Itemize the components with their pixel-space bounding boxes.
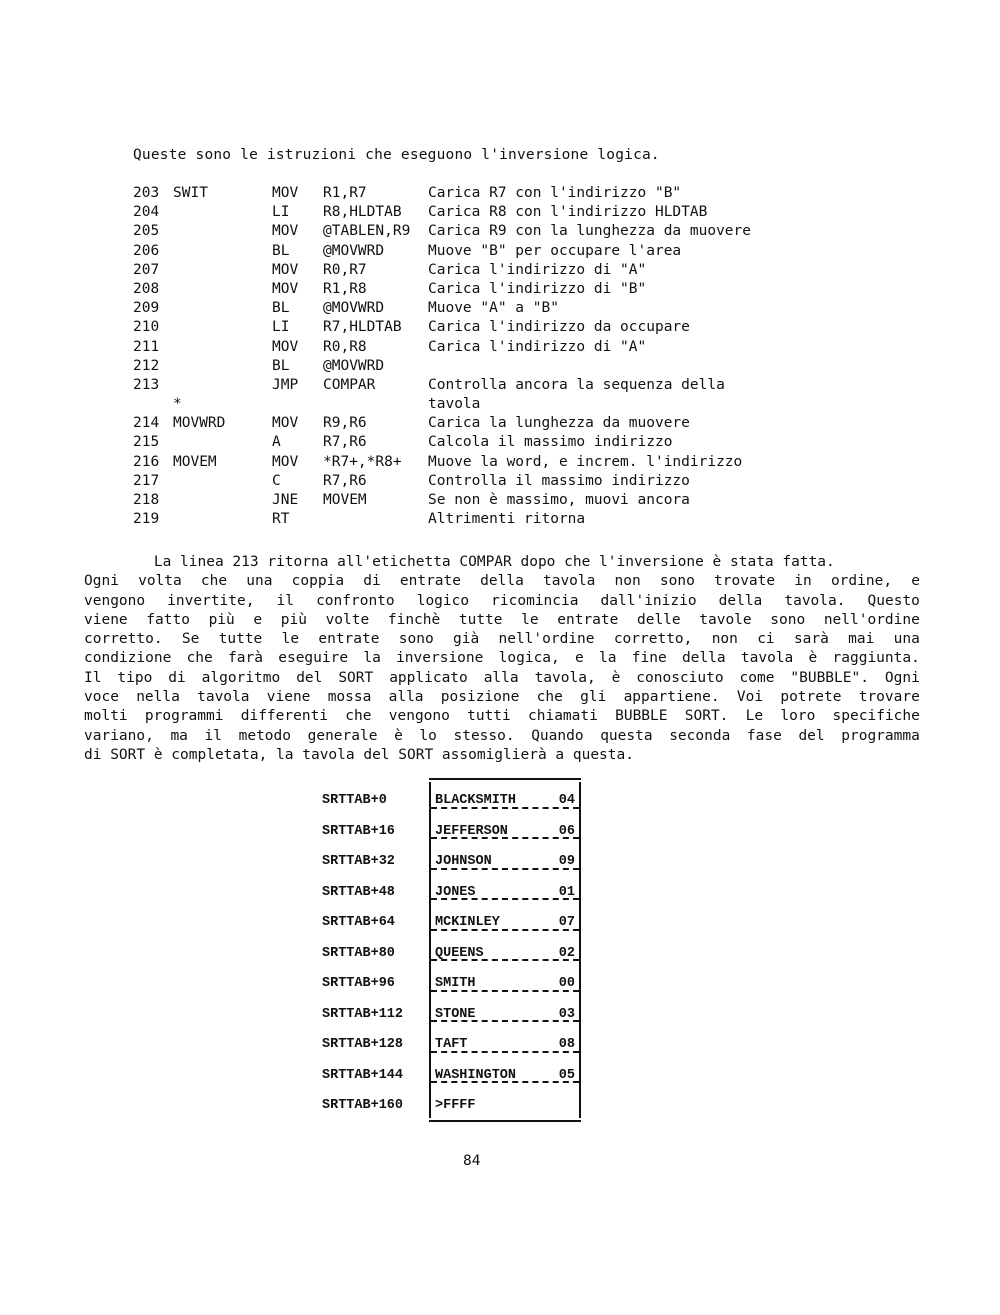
operand: @TABLEN,R9 — [323, 223, 411, 240]
line-number: 205 — [133, 223, 160, 240]
operand: R7,R6 — [323, 434, 367, 451]
paragraph-line: molti programmi differenti che vengono tutti chiamati BUBBLE SORT. Le loro specifiche — [84, 708, 920, 725]
operand: R7,R6 — [323, 472, 367, 489]
operand: R7,HLDTAB — [323, 319, 402, 336]
opcode: MOV — [272, 280, 299, 297]
row-separator — [431, 837, 579, 839]
code-comment: Altrimenti ritorna — [428, 511, 586, 528]
table-cell — [429, 1026, 581, 1057]
paragraph-line: di SORT è completata, la tavola del SORT assomiglierà a questa. — [84, 746, 634, 763]
line-number: 207 — [133, 261, 160, 278]
code-comment: Muove "B" per occupare l'area — [428, 242, 682, 259]
code-line — [133, 511, 833, 530]
code-comment: Carica la lunghezza da muovere — [428, 415, 690, 432]
code-comment: Se non è massimo, muovi ancora — [428, 492, 690, 508]
table-cell — [429, 935, 581, 966]
line-number: 203 — [133, 185, 160, 201]
code-line — [133, 358, 833, 377]
code-line — [133, 473, 833, 492]
opcode: JNE — [272, 492, 299, 508]
table-cell — [429, 965, 581, 996]
code-line — [133, 377, 833, 396]
operand: @MOVWRD — [323, 357, 385, 374]
code-line — [133, 434, 833, 453]
opcode: MOV — [272, 185, 299, 201]
opcode: MOV — [272, 223, 299, 240]
code-comment: Carica l'indirizzo di "A" — [428, 338, 647, 355]
code-line — [133, 339, 833, 358]
code-label: SWIT — [173, 185, 208, 201]
row-address-label: SRTTAB+32 — [322, 854, 395, 869]
entry-index: 01 — [558, 884, 575, 900]
code-line — [133, 492, 833, 511]
operand: R0,R7 — [323, 261, 367, 278]
paragraph-line: condizione che farà eseguire la inversione logica, e la fine della tavola è raggiunta. — [84, 650, 920, 667]
code-line — [133, 185, 833, 204]
opcode: BL — [272, 357, 290, 374]
opcode: MOV — [272, 261, 299, 278]
row-separator — [431, 807, 579, 809]
operand: @MOVWRD — [323, 242, 385, 259]
code-line — [133, 262, 833, 281]
entry-name: QUEENS — [435, 945, 484, 961]
entry-name: JEFFERSON — [435, 823, 508, 839]
entry-index: 05 — [558, 1067, 575, 1083]
entry-index: 00 — [558, 976, 575, 991]
page-number: 84 — [463, 1153, 481, 1169]
line-number: 212 — [133, 357, 160, 374]
row-separator — [431, 990, 579, 992]
code-comment: Controlla ancora la sequenza della — [428, 376, 725, 393]
code-line — [133, 243, 833, 262]
paragraph-line: vengono invertite, il confronto logico ricomincia dall'inizio della tavola. Questo — [84, 592, 920, 609]
operand: MOVEM — [323, 492, 367, 508]
code-comment: Calcola il massimo indirizzo — [428, 434, 673, 451]
row-address-label: SRTTAB+0 — [322, 793, 387, 808]
entry-index: 07 — [558, 915, 575, 930]
operand: R0,R8 — [323, 338, 367, 355]
line-number: 206 — [133, 242, 160, 259]
paragraph-line: corretto. Se tutte le entrate sono già nell'ordine corretto, non ci sarà mai una — [84, 631, 920, 648]
line-number: 209 — [133, 300, 160, 317]
line-number: 204 — [133, 204, 160, 221]
entry-index: 06 — [558, 823, 575, 839]
row-address-label: SRTTAB+96 — [322, 976, 395, 991]
operand: COMPAR — [323, 376, 376, 393]
table-cell — [429, 1057, 581, 1088]
line-number: 210 — [133, 319, 160, 336]
opcode: BL — [272, 242, 290, 259]
entry-name: BLACKSMITH — [435, 793, 517, 808]
row-separator — [431, 1020, 579, 1022]
code-comment: Carica R9 con la lunghezza da muovere — [428, 223, 752, 240]
entry-name: TAFT — [435, 1037, 468, 1052]
opcode: MOV — [272, 415, 299, 432]
code-label: MOVEM — [173, 453, 217, 470]
operand: R1,R8 — [323, 280, 367, 297]
code-line — [133, 281, 833, 300]
entry-index: 09 — [558, 854, 575, 869]
entry-name: JOHNSON — [435, 854, 492, 869]
row-address-label: SRTTAB+48 — [322, 884, 395, 900]
code-line — [133, 319, 833, 338]
operand: *R7+,*R8+ — [323, 453, 402, 470]
operand: R9,R6 — [323, 415, 367, 432]
code-comment: Carica l'indirizzo di "A" — [428, 261, 647, 278]
entry-name: JONES — [435, 884, 476, 900]
line-number: 219 — [133, 511, 160, 528]
opcode: MOV — [272, 453, 299, 470]
code-comment: Controlla il massimo indirizzo — [428, 472, 690, 489]
operand: R8,HLDTAB — [323, 204, 402, 221]
table-cell — [429, 843, 581, 874]
code-line — [133, 415, 833, 434]
code-comment: Carica R8 con l'indirizzo HLDTAB — [428, 204, 708, 221]
paragraph-line: voce nella tavola viene mossa alla posizione che gli appartiene. Voi potrete trovare — [84, 689, 920, 706]
opcode: C — [272, 472, 281, 489]
line-number: 215 — [133, 434, 160, 451]
operand: R1,R7 — [323, 185, 367, 201]
row-separator — [431, 959, 579, 961]
paragraph-line: Ogni volta che una coppia di entrate della tavola non sono trovate in ordine, e — [84, 573, 920, 590]
entry-name: STONE — [435, 1006, 476, 1022]
opcode: A — [272, 434, 281, 451]
entry-index: 03 — [558, 1006, 575, 1022]
entry-index: 02 — [558, 945, 575, 961]
code-line — [133, 396, 833, 415]
opcode: BL — [272, 300, 290, 317]
intro-text: Queste sono le istruzioni che eseguono l'inversione logica. — [133, 147, 660, 163]
entry-index: 08 — [558, 1037, 575, 1052]
entry-name: WASHINGTON — [435, 1067, 517, 1083]
line-number: 213 — [133, 376, 160, 393]
code-line — [133, 454, 833, 473]
table-cell — [429, 813, 581, 844]
paragraph-line: viene fatto più e più volte finchè tutte le entrate delle tavole sono nell'ordine — [84, 611, 920, 628]
row-address-label: SRTTAB+64 — [322, 915, 395, 930]
opcode: LI — [272, 204, 290, 221]
paragraph-line: variano, ma il metodo generale è lo stesso. Quando questa seconda fase del programma — [84, 727, 920, 744]
explanation-paragraph — [84, 553, 920, 765]
row-separator — [431, 1081, 579, 1083]
row-address-label: SRTTAB+112 — [322, 1006, 404, 1022]
code-label: * — [173, 396, 182, 413]
code-line — [133, 223, 833, 242]
code-comment: Carica l'indirizzo di "B" — [428, 280, 647, 297]
row-address-label: SRTTAB+160 — [322, 1098, 404, 1113]
table-bottom-border — [429, 1120, 581, 1122]
row-address-label: SRTTAB+128 — [322, 1037, 404, 1052]
opcode: JMP — [272, 376, 299, 393]
code-comment: Carica l'indirizzo da occupare — [428, 319, 690, 336]
opcode: MOV — [272, 338, 299, 355]
row-separator — [431, 1051, 579, 1053]
line-number: 211 — [133, 338, 160, 355]
table-top-border — [429, 778, 581, 780]
operand: @MOVWRD — [323, 300, 385, 317]
line-number: 214 — [133, 415, 160, 432]
opcode: LI — [272, 319, 290, 336]
opcode: RT — [272, 511, 290, 528]
entry-name: SMITH — [435, 976, 476, 991]
entry-index: 04 — [558, 793, 575, 808]
table-cell — [429, 996, 581, 1027]
line-number: 208 — [133, 280, 160, 297]
entry-name: >FFFF — [435, 1098, 476, 1113]
code-line — [133, 204, 833, 223]
code-comment: Carica R7 con l'indirizzo "B" — [428, 185, 682, 201]
code-line — [133, 300, 833, 319]
line-number: 218 — [133, 492, 160, 508]
code-listing — [133, 185, 833, 530]
paragraph-line: La linea 213 ritorna all'etichetta COMPAR dopo che l'inversione è stata fatta. — [84, 554, 835, 570]
code-comment: tavola — [428, 396, 481, 413]
row-separator — [431, 868, 579, 870]
code-label: MOVWRD — [173, 415, 226, 432]
row-address-label: SRTTAB+144 — [322, 1067, 404, 1083]
code-comment: Muove la word, e increm. l'indirizzo — [428, 453, 743, 470]
table-cell — [429, 874, 581, 905]
line-number: 216 — [133, 453, 160, 470]
row-separator — [431, 898, 579, 900]
row-address-label: SRTTAB+16 — [322, 823, 395, 839]
line-number: 217 — [133, 472, 160, 489]
table-cell — [429, 1087, 581, 1118]
row-separator — [431, 929, 579, 931]
paragraph-line: Il tipo di algoritmo del SORT applicato alla tavola, è conosciuto come "BUBBLE". Ogni — [84, 669, 920, 686]
entry-name: MCKINLEY — [435, 915, 500, 930]
code-comment: Muove "A" a "B" — [428, 300, 559, 317]
table-cell — [429, 904, 581, 935]
row-address-label: SRTTAB+80 — [322, 945, 395, 961]
table-cell — [429, 782, 581, 813]
